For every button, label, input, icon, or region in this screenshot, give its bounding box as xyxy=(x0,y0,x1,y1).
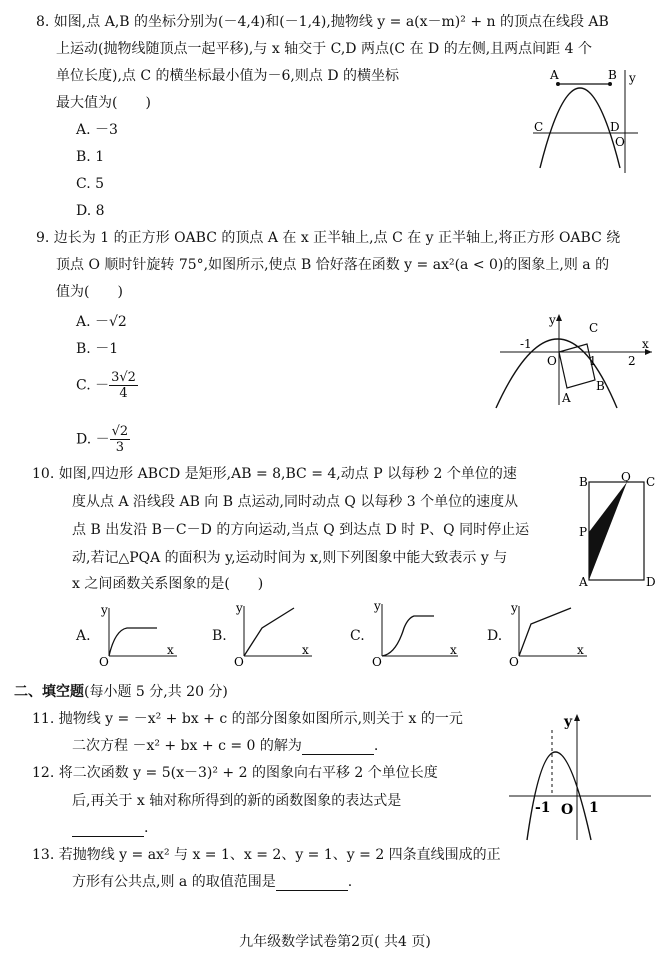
q9-label-a: A xyxy=(562,391,571,405)
q9-option-c-denominator: 4 xyxy=(119,386,128,401)
q8-line-2: 上运动(抛物线随顶点一起平移),与 x 轴交于 C,D 两点(C 在 D 的左侧,且两点间距 4 个 xyxy=(56,41,592,57)
q10-line-5: x 之间函数关系图象的是( ) xyxy=(72,576,264,592)
q13-line-2-end: . xyxy=(347,874,353,890)
q10-line-2: 度从点 A 沿线段 AB 向 B 点运动,同时动点 Q 以每秒 3 个单位的速度从 xyxy=(72,494,519,510)
q9-option-d-numerator: √2 xyxy=(111,424,129,439)
q11-line-2 xyxy=(72,737,378,755)
q11-figure xyxy=(505,712,655,842)
q9-label-b: B xyxy=(596,379,605,393)
q8-label-o: O xyxy=(615,135,625,149)
q11-label-o: O xyxy=(561,802,574,818)
section-2-note: (每小题 5 分,共 20 分) xyxy=(84,684,228,700)
q11-answer-blank[interactable] xyxy=(302,740,374,755)
q13-line-2-text: 方形有公共点,则 a 的取值范围是 xyxy=(72,874,276,890)
q10-label-p: P xyxy=(579,525,588,539)
q8-label-c: C xyxy=(534,120,544,134)
q9-option-c xyxy=(76,370,138,401)
q10-graph-a-x-label: x xyxy=(167,643,174,657)
q13-answer-blank[interactable] xyxy=(276,876,348,891)
q11-label-y: y xyxy=(564,714,573,730)
q12-line-1: 12. 将二次函数 y = 5(x－3)² + 2 的图象向右平移 2 个单位长度 xyxy=(32,765,438,781)
q11-label-1: 1 xyxy=(589,800,599,816)
q10-line-4: 动,若记△PQA 的面积为 y,运动时间为 x,则下列图象中能大致表示 y 与 xyxy=(72,550,508,566)
q8-label-y: y xyxy=(629,71,636,85)
q12-line-3 xyxy=(72,819,148,837)
q12-line-2: 后,再关于 x 轴对称所得到的新的函数图象的表达式是 xyxy=(72,793,402,809)
q9-figure xyxy=(492,310,657,410)
q9-line-3: 值为( ) xyxy=(56,284,123,300)
q8-option-a: A. －3 xyxy=(76,122,118,138)
q10-graph-b-x-label: x xyxy=(302,643,309,657)
q10-graph-a-curve xyxy=(109,628,157,656)
q9-line-1: 9. 边长为 1 的正方形 OABC 的顶点 A 在 x 正半轴上,点 C 在 y 正半轴上,将正方形 OABC 绕 xyxy=(36,230,621,246)
q10-label-b: B xyxy=(579,475,588,489)
q9-y-arrow xyxy=(556,314,562,321)
q10-graph-d-origin: O xyxy=(509,655,519,669)
section-2-header xyxy=(14,683,228,701)
q10-graph-b xyxy=(232,600,318,668)
q8-parabola xyxy=(540,88,620,168)
q10-graph-option-b: B. xyxy=(212,628,227,644)
q8-label-b: B xyxy=(608,68,617,82)
q8-label-a: A xyxy=(550,68,559,82)
q13-line-1: 13. 若抛物线 y = ax² 与 x = 1、x = 2、y = 1、y = 2 四条直线围成的正 xyxy=(32,847,501,863)
q9-option-a: A. －√2 xyxy=(76,314,127,330)
q12-answer-blank[interactable] xyxy=(72,822,144,837)
q8-figure xyxy=(530,68,640,178)
q9-option-c-prefix: C. － xyxy=(76,377,110,394)
q10-graph-option-a: A. xyxy=(76,628,91,644)
q9-label-o: O xyxy=(547,354,557,368)
q10-rectangle-figure xyxy=(577,472,657,590)
q10-graph-c-x-label: x xyxy=(450,643,457,657)
q10-graph-b-curve xyxy=(244,608,294,656)
q9-option-d-prefix: D. － xyxy=(76,431,110,448)
q10-label-q: Q xyxy=(621,470,631,484)
q9-parabola xyxy=(496,339,617,408)
q10-graph-d-curve xyxy=(519,608,571,656)
q8-point-b xyxy=(608,82,612,86)
q8-point-a xyxy=(556,82,560,86)
q10-graph-d-y-label: y xyxy=(511,601,518,615)
q10-graph-d xyxy=(507,600,593,668)
q10-graph-a-origin: O xyxy=(99,655,109,669)
q10-graph-option-c: C. xyxy=(350,628,365,644)
q9-label-2: 2 xyxy=(628,354,636,368)
q10-triangle-pqa xyxy=(589,482,627,580)
q10-graph-c-y-label: y xyxy=(374,599,381,613)
q10-graph-c-curve xyxy=(382,616,434,656)
q10-graph-a xyxy=(97,602,183,668)
q11-line-2-text: 二次方程 －x² + bx + c = 0 的解为 xyxy=(72,738,302,754)
q10-graph-c xyxy=(370,598,462,668)
q13-line-2 xyxy=(72,873,352,891)
q9-label-1: 1 xyxy=(589,354,597,368)
section-2-title: 二、填空题 xyxy=(14,684,84,700)
q8-line-3: 单位长度),点 C 的横坐标最小值为－6,则点 D 的横坐标 xyxy=(56,68,400,84)
q10-label-c: C xyxy=(646,475,656,489)
q9-option-b: B. －1 xyxy=(76,341,119,357)
q10-graph-option-d: D. xyxy=(487,628,503,644)
q10-line-1: 10. 如图,四边形 ABCD 是矩形,AB = 8,BC = 4,动点 P 以每秒 2 个单位的速 xyxy=(32,466,517,482)
q9-label-c: C xyxy=(589,321,599,335)
q11-line-2-end: . xyxy=(373,738,379,754)
q10-graph-d-x-label: x xyxy=(577,643,584,657)
q11-y-arrow xyxy=(574,714,580,721)
q10-line-3: 点 B 出发沿 B－C－D 的方向运动,当点 Q 到达点 D 时 P、Q 同时停止运 xyxy=(72,522,530,538)
q8-line-4: 最大值为( ) xyxy=(56,95,151,111)
q12-line-3-end: . xyxy=(144,820,149,836)
q8-label-d: D xyxy=(610,120,620,134)
q9-option-d-denominator: 3 xyxy=(115,440,125,455)
q8-option-d: D. 8 xyxy=(76,203,105,219)
q9-option-d xyxy=(76,424,130,455)
q11-label-neg1: -1 xyxy=(535,800,551,816)
q9-line-2: 顶点 O 顺时针旋转 75°,如图所示,使点 B 恰好落在函数 y = ax²(a < 0)的图象上,则 a 的 xyxy=(56,257,610,273)
q8-line-1: 8. 如图,点 A,B 的坐标分别为(－4,4)和(－1,4),抛物线 y = a(x－m)² + n 的顶点在线段 AB xyxy=(36,14,609,30)
q10-label-a: A xyxy=(579,575,588,589)
q9-label-y: y xyxy=(549,313,556,327)
q8-option-b: B. 1 xyxy=(76,149,105,165)
page-footer: 九年级数学试卷第2页( 共4 页) xyxy=(239,934,431,950)
q9-label-x: x xyxy=(642,337,649,351)
q10-label-d: D xyxy=(646,575,656,589)
q10-graph-a-y-label: y xyxy=(101,603,108,617)
q10-graph-c-origin: O xyxy=(372,655,382,669)
q10-graph-b-origin: O xyxy=(234,655,244,669)
q9-option-c-numerator: 3√2 xyxy=(111,370,136,385)
q8-option-c: C. 5 xyxy=(76,176,105,192)
q10-graph-b-y-label: y xyxy=(236,601,243,615)
q9-label-neg1: -1 xyxy=(520,337,532,351)
q11-line-1: 11. 抛物线 y = －x² + bx + c 的部分图象如图所示,则关于 x 的一元 xyxy=(32,711,463,727)
